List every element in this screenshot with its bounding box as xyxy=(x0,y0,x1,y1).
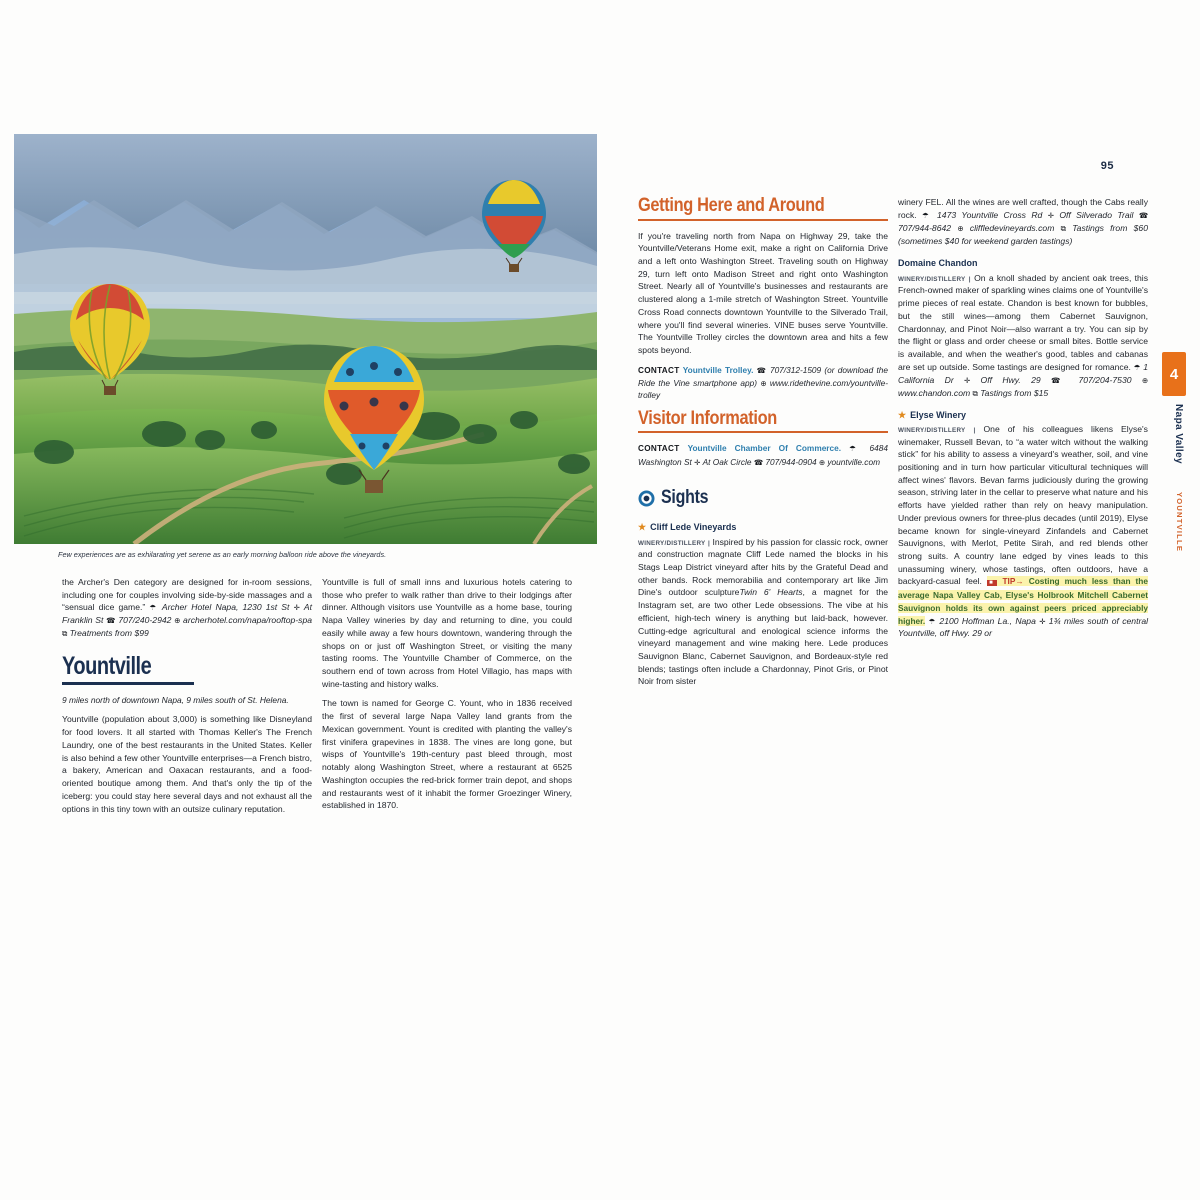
poi-title: Cliff Lede Vineyards xyxy=(650,522,737,533)
cross-street-symbol: ✛ xyxy=(1039,616,1046,626)
web-symbol: ⊕ xyxy=(957,223,964,233)
poi-artwork-title: Twin 6' Hearts xyxy=(739,587,803,598)
address-symbol: ☂ xyxy=(1133,362,1141,372)
web-symbol: ⊕ xyxy=(760,378,767,388)
web-symbol: ⊕ xyxy=(1141,375,1149,385)
poi-description: Inspired by his passion for classic rock, owner and construction magnate Cliff Lede named the blocks in his Stags Leap District vineyard after hits by the Grateful Dead and other bands. Rock memorabilia and contemporary art like Jim Dine's outdoor sculpture xyxy=(638,536,889,598)
phone-symbol: ☎ xyxy=(1138,210,1149,220)
phone-symbol: ☎ xyxy=(756,365,767,375)
poi-website[interactable]: cliffledevineyards.com xyxy=(969,222,1055,233)
carryover-listing: Archer Hotel Napa, 1230 1st St xyxy=(161,602,290,613)
address-symbol: ☂ xyxy=(149,603,158,613)
address-symbol: ☂ xyxy=(922,210,932,220)
carryover-paragraph xyxy=(62,576,312,640)
cross-street-symbol: ✛ xyxy=(694,457,701,467)
sights-eye-icon xyxy=(638,490,655,507)
carryover-text: the Archer's Den category are designed for in-room sessions, including one for couples involving side-by-side massages and a “sensual dice game.” xyxy=(62,577,312,613)
poi-category-divider: | xyxy=(707,539,710,547)
town-heading: Yountville xyxy=(62,652,152,681)
chamber-name[interactable]: Yountville Chamber Of Commerce. xyxy=(687,443,842,454)
poi-description-tail: winery FEL. All the wines are well crafted, though the Cabs really rock. xyxy=(898,197,1148,220)
web-symbol: ⊕ xyxy=(818,457,826,467)
chapter-tab-section: YOUNTVILLE xyxy=(1175,492,1184,553)
carryover-cross-street: At Franklin St xyxy=(62,602,313,626)
poi-address: 1473 Yountville Cross Rd xyxy=(937,209,1043,220)
star-icon: ★ xyxy=(898,409,907,420)
town-paragraph-3: The town is named for George C. Yount, who in 1836 received the first of several large Napa Valley land grants from the Mexican government. Yount is credited with planting the valley's first vinifera grapevines in 1838. The vines are long gone, but wisps of Yountville's 19th-century past bleed through, most notably along Washington Street, where a restaurant at 6525 Washington occupies the red-brick former train depot, and shops and restaurants west of it inhabit the former Groezinger Winery, established in 1870. xyxy=(322,698,572,811)
chamber-phone[interactable]: 707/944-0904 xyxy=(765,456,817,467)
text-column-1 xyxy=(62,576,312,822)
contact-label: CONTACT xyxy=(638,444,680,454)
poi-description: One of his colleagues likens Elyse's winemaker, Russell Bevan, to “a water witch without the walking stick” for his ability to assess a vineyard's weather, soil, and vine positioning and in turn how particular viticultural techniques will affect wines' flavors. Bevan farms judiciously during the growing season, striving later in the cellar to preserve what nature and his efforts have yielded rather than rely on heavy manipulation. Under previous owners for three-plus decades (until 2019), Elyse became known for single-vineyard Zinfandels and Cabernet Sauvignons, with Merlot, Petite Sirah, and red blends other strong suits. A country lane edged by vines leads to this unassuming winery, whose tastings, often outdoors, have a backyard-casual feel. xyxy=(898,423,1148,587)
visitor-information-rule xyxy=(638,431,888,433)
poi-name-domaine-chandon[interactable]: Domaine Chandon xyxy=(898,258,978,269)
address-symbol: ☂ xyxy=(849,444,862,454)
trolley-note: (or download the Ride the Vine smartphone app) xyxy=(638,364,888,388)
carryover-phone: 707/240-2942 xyxy=(118,615,172,626)
trolley-name[interactable]: Yountville Trolley. xyxy=(682,364,754,375)
town-locale: 9 miles north of downtown Napa, 9 miles south of St. Helena. xyxy=(62,695,289,706)
chapter-tab[interactable]: 4 xyxy=(1162,352,1186,396)
poi-category: WINERY/DISTILLERY xyxy=(898,426,966,434)
phone-symbol: ☎ xyxy=(1050,375,1069,385)
chapter-tab-name: Napa Valley xyxy=(1173,404,1184,464)
poi-category-divider: | xyxy=(973,426,976,434)
poi-description-cont: , a magnet for the Instagram set, are two other Lede obsessions. The vibe at his efficient, high-tech winery is anything but laid-back, however. Cutting-edge agricultural and enological science informs the vineyard management and wine making here. Lede produces Sauvignon Blanc, Cabernet Sauvignon, and Bordeaux-style red blends; tastings often include a Chardonnay, Pinot Gris, or Pinot Noir from sister xyxy=(638,587,889,687)
poi-body-elyse-winery xyxy=(898,423,1148,640)
town-paragraph-2: Yountville is full of small inns and luxurious hotels catering to those who prefer to walk rather than drive to their lodgings after dinner. Although visitors use Yountville as a home base, touring Napa Valley wineries by day and returning to dine, you could easily while away a few hours downtown, wandering through the shops on or just off Washington Street, or visiting the many tasting rooms. The Yountville Chamber of Commerce, on the southern end of town across from Hotel Villagio, has maps with wine-tasting and history walks. xyxy=(322,577,572,689)
poi-address: 1 California Dr xyxy=(898,361,1148,385)
getting-here-paragraph: If you're traveling north from Napa on Highway 29, take the Yountville/Veterans Home exit, make a right on California Drive and a left onto Washington Street. Traveling south on Highway 29, turn left onto Madison Street and right onto Washington Street. Nearly all of Yountville's businesses and restaurants are clustered along a 1-mile stretch of Washington Street. Yountville Cross Road connects downtown Yountville to the Silverado Trail, where you'll find several wineries. VINE buses serve Yountville. The Yountville Trolley circles the downtown area and hits a few spots beyond. xyxy=(638,230,888,355)
poi-body-cliff-lede xyxy=(638,536,888,689)
trolley-phone[interactable]: 707/312-1509 xyxy=(769,364,822,375)
price-symbol: ⧉ xyxy=(62,629,68,639)
poi-description: On a knoll shaded by ancient oak trees, this French-owned maker of sparkling wines claims one of Yountville's prime pieces of real estate. Chandon is best known for bubbles, but the still wines—among them Cabernet Sauvignon, Chardonnay, and Pinot Noir—also warrant a try. You can sip by the flight or glass and order cheese or small bites. Bottle service is available, and when the weather's good, tables and cabanas are set up outside. Some tastings are designed for romance. xyxy=(898,272,1148,372)
carryover-price: Treatments from $99 xyxy=(69,628,149,639)
sights-label: Sights xyxy=(661,487,709,509)
chamber-cross-street: At Oak Circle xyxy=(702,456,752,467)
poi-cross-street: 1¾ miles south of central Yountville, off Hwy. 29 or xyxy=(898,615,1149,639)
carryover-website: archerhotel.com/napa/rooftop-spa xyxy=(183,615,313,626)
town-heading-rule xyxy=(62,682,194,685)
text-column-3 xyxy=(638,196,888,695)
price-symbol: ⧉ xyxy=(972,388,978,398)
poi-name-cliff-lede[interactable] xyxy=(638,521,888,534)
tip-label: TIP→ xyxy=(1002,576,1024,587)
tip-badge-icon: ■ xyxy=(989,580,996,587)
getting-here-rule xyxy=(638,219,888,221)
poi-cross-street: Off Hwy. 29 xyxy=(980,374,1041,385)
poi-name-elyse-winery[interactable] xyxy=(898,409,1148,422)
poi-category: WINERY/DISTILLERY xyxy=(638,539,706,547)
tip-text: Costing much less than the average Napa Valley Cab, Elyse's Holbrook Mitchell Cabernet Sauvignon holds its own against peers priced appreciably higher. xyxy=(898,576,1148,626)
heading-sights xyxy=(638,484,888,512)
poi-website[interactable]: www.chandon.com xyxy=(898,387,971,398)
poi-price: Tastings from $15 xyxy=(980,387,1049,398)
cross-street-symbol: ✛ xyxy=(964,375,971,385)
star-icon: ★ xyxy=(638,522,647,533)
poi-category: WINERY/DISTILLERY xyxy=(898,275,966,283)
balloon-vineyard-illustration xyxy=(14,134,597,544)
page-number: 95 xyxy=(1100,160,1114,172)
address-symbol: ☂ xyxy=(928,616,937,626)
poi-title: Elyse Winery xyxy=(910,409,967,420)
cross-street-symbol: ✛ xyxy=(293,603,300,613)
text-column-4 xyxy=(898,196,1148,647)
text-column-2 xyxy=(322,576,572,819)
contact-label: CONTACT xyxy=(638,365,680,375)
cross-street-symbol: ✛ xyxy=(1047,210,1054,220)
web-symbol: ⊕ xyxy=(174,616,181,626)
heading-visitor-information: Visitor Information xyxy=(638,406,777,429)
poi-address: 2100 Hoffman La., Napa xyxy=(939,615,1036,626)
contact-chamber xyxy=(638,442,888,468)
poi-cross-street: Off Silverado Trail xyxy=(1059,209,1134,220)
phone-symbol: ☎ xyxy=(753,457,764,467)
poi-category-divider: | xyxy=(968,275,971,283)
poi-phone[interactable]: 707/944-8642 xyxy=(898,222,952,233)
chamber-website[interactable]: yountville.com xyxy=(827,456,880,467)
poi-body-domaine-chandon xyxy=(898,272,1148,400)
trolley-website[interactable]: www.ridethevine.com/yountville-trolley xyxy=(638,377,888,401)
heading-getting-here: Getting Here and Around xyxy=(638,194,825,216)
poi-cliff-lede-continuation xyxy=(898,196,1148,247)
price-symbol: ⧉ xyxy=(1060,223,1066,233)
chamber-address: 6484 Washington St xyxy=(638,443,888,467)
poi-phone[interactable]: 707/204-7530 xyxy=(1078,374,1132,385)
hero-photo xyxy=(14,134,597,544)
contact-trolley xyxy=(638,364,888,402)
town-paragraph-1: Yountville (population about 3,000) is something like Disneyland for food lovers. It all started with Thomas Keller's The French Laundry, one of the best restaurants in the United States. Keller is also behind a few other Yountville enterprises—a French bistro, a bakery, American and Oaxacan restaurants, and a food-oriented boutique among them. And that's only the tip of the iceberg: you could stay here several days and not exhaust all the options in this tiny town with an outsize culinary reputation. xyxy=(62,714,312,814)
photo-caption: Few experiences are as exhilarating yet serene as an early morning balloon ride above the vineyards. xyxy=(58,550,387,559)
poi-price: Tastings from $60 (sometimes $40 for weekend garden tastings) xyxy=(898,222,1148,246)
phone-symbol: ☎ xyxy=(106,616,116,626)
